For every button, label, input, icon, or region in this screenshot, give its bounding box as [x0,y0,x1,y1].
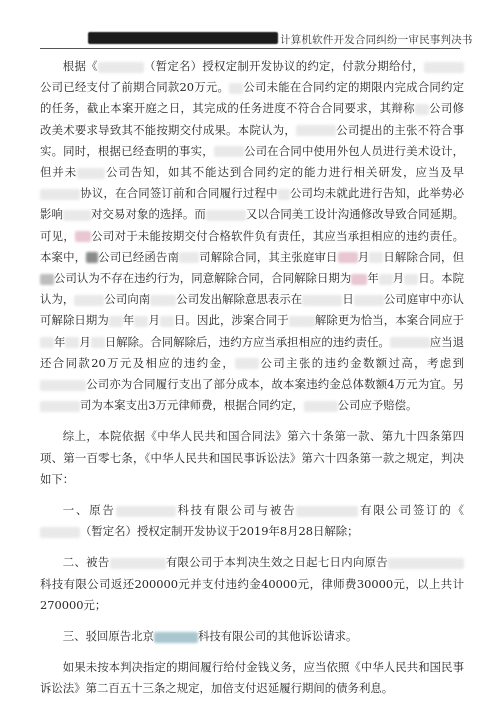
text-segment: 年 [54,334,66,349]
redacted-company-name [150,295,176,306]
text-segment: 月 [357,249,370,264]
judgment-body [40,56,464,700]
text-segment: 公司认为不存在违约行为，同意解除合同，合同解除日期为 [54,271,352,286]
redacted-company-name [424,62,464,73]
redacted-company-name [63,210,91,221]
redacted-company-name [40,274,54,285]
redacted-company-name [86,252,98,263]
text-segment: 月 [79,334,91,349]
text-segment: 公司已经函告南 [98,249,180,264]
text-segment: 月 [392,271,405,286]
redacted-company-name [206,210,246,221]
text-segment: 日。因此，涉案合同于 [173,313,289,328]
text-segment: 有限公司签订的《 [358,503,464,518]
text-segment: 协议，在合同签订前和合同履行过程中 [80,186,278,201]
redacted-date [65,337,79,348]
text-segment: 解除更为恰当，本案合同应于 [314,313,464,328]
text-segment: 三、驳回原告北京 [62,629,154,644]
redacted-product-name [40,527,80,538]
verdict-item-2 [40,552,464,616]
redacted-company-name [296,506,358,517]
text-segment: 公司告知，如其不能达到合同约定的能力进行相关研发，应当及早 [105,165,464,180]
redacted-product-name [98,62,144,73]
redacted-company-name [77,168,105,179]
text-segment: 公司在合同中使用外包人员进行美术设计，但并未 [40,143,464,180]
text-segment: 公司未能在合同约定的期限内完成合同约定的任务，截止本案开庭之日，其完成的任务进度不符合合同要求，其辩称 [40,80,464,116]
text-segment: 科技有限公司与被告 [175,503,297,518]
redacted-company-name [235,358,259,369]
verdict-item-1 [40,500,464,542]
redacted-company-name [388,558,464,569]
text-segment: 公司修改美术要求导致其不能按期交付成果。本院认为， [40,101,464,137]
redacted-company-name [40,380,86,391]
text-segment: 日。本院认为， [40,271,464,307]
text-segment: 司解除合同，其主张庭审日 [199,249,338,264]
redacted-company-name [229,83,243,94]
redacted-date [379,274,393,285]
text-segment: 公司亦为合同履行支出了部分成本，故本案违约金总体数额4万元为宜。另 [86,377,464,392]
text-segment: 日解除合同，但 [383,249,464,264]
text-segment: （暂定名）授权定制开发协议于2019年8月28日解除； [80,524,359,539]
redacted-date [338,252,358,263]
text-segment: 又以合同美工设计沟通修改导致合同延期。可见， [40,207,464,243]
text-segment: 公司均未就此进行告知，此举势必影响 [40,186,464,222]
text-segment: 月 [148,313,160,328]
text-segment: （暂定名）授权定制开发协议的约定，付款分期给付， [143,59,424,73]
redacted-company-name [154,632,198,643]
document-title: 计算机软件开发合同纠纷一审民事判决书 [280,34,473,46]
redacted-date [40,337,54,348]
text-segment: 公司庭审中亦认可解除日期为 [40,292,464,328]
text-segment: 公司主张的违约金数额过高，考虑到 [259,355,464,370]
redacted-case-party [88,32,278,44]
text-segment: 对交易对象的选择。而 [90,207,206,222]
redacted-company-name [415,104,429,115]
redacted-company-name [116,506,176,517]
text-segment: 年 [367,271,379,286]
redacted-date [160,316,174,327]
text-segment: 根据《 [62,59,98,73]
redacted-date [91,337,105,348]
text-segment: 一、原告 [62,503,116,518]
redacted-date [404,274,418,285]
text-segment: 公司发出解除意思表示在 [176,292,303,307]
text-segment: 应当退还合同款20万元及相应的违约金， [40,334,464,370]
redacted-date [289,316,315,327]
redacted-date [134,316,148,327]
text-segment: 司为本案支出3万元律师费，根据合同约定， [80,398,304,413]
interest-notice-paragraph: 如果未按本判决指定的期间履行给付金钱义务，应当依照《中华人民共和国民事诉讼法》第二百五十三条之规定，加倍支付迟延履行期间的债务利息。 [40,660,464,696]
redacted-date [351,274,367,285]
redacted-company-name [214,146,244,157]
redacted-company-name [75,231,91,242]
redacted-company-name [278,189,290,200]
text-segment: 日解除。合同解除后，违约方应当承担相应的违约责任。 [104,334,390,349]
redacted-date [369,252,383,263]
text-segment: 日 [342,292,354,307]
text-segment: 公司提出的主张不符合事实。同时，根据已经查明的事实， [40,122,464,158]
redacted-company-name [40,401,80,412]
redacted-company-name [74,295,104,306]
document-header [0,28,500,50]
verdict-item-3 [40,626,464,647]
redacted-company-name [110,558,166,569]
redacted-company-name [390,337,430,348]
text-segment: 二、被告 [62,555,110,570]
text-segment: 公司向南 [104,292,151,307]
text-segment: 公司已经支付了前期合同款20万元。 [40,80,230,95]
redacted-company-name [296,125,336,136]
text-segment: 有限公司于本判决生效之日起七日内向原告 [165,555,388,570]
text-segment: 年 [122,313,135,328]
header-divider [40,48,460,49]
text-segment: 公司对于未能按期交付合格软件负有责任，其应当承担相应的违约责任。本案中， [40,228,464,264]
redacted-company-name [354,295,384,306]
legal-basis-paragraph: 综上，本院依据《中华人民共和国合同法》第六十条第一款、第九十四条第四项、第一百零七条，《中华人民共和国民事诉讼法》第六十四条第一款之规定，判决如下： [40,429,464,486]
text-segment: 公司应予赔偿。 [337,398,418,413]
reasoning-paragraph [40,56,464,416]
text-segment: 科技有限公司的其他诉讼请求。 [197,629,358,644]
redacted-date [109,316,123,327]
redacted-date [302,295,342,306]
redacted-company-name [304,401,338,412]
redacted-company-name [179,252,199,263]
text-segment: 科技有限公司返还200000元并支付违约金40000元，律师费30000元，以上共计270000元； [40,576,464,612]
redacted-company-name [40,189,80,200]
